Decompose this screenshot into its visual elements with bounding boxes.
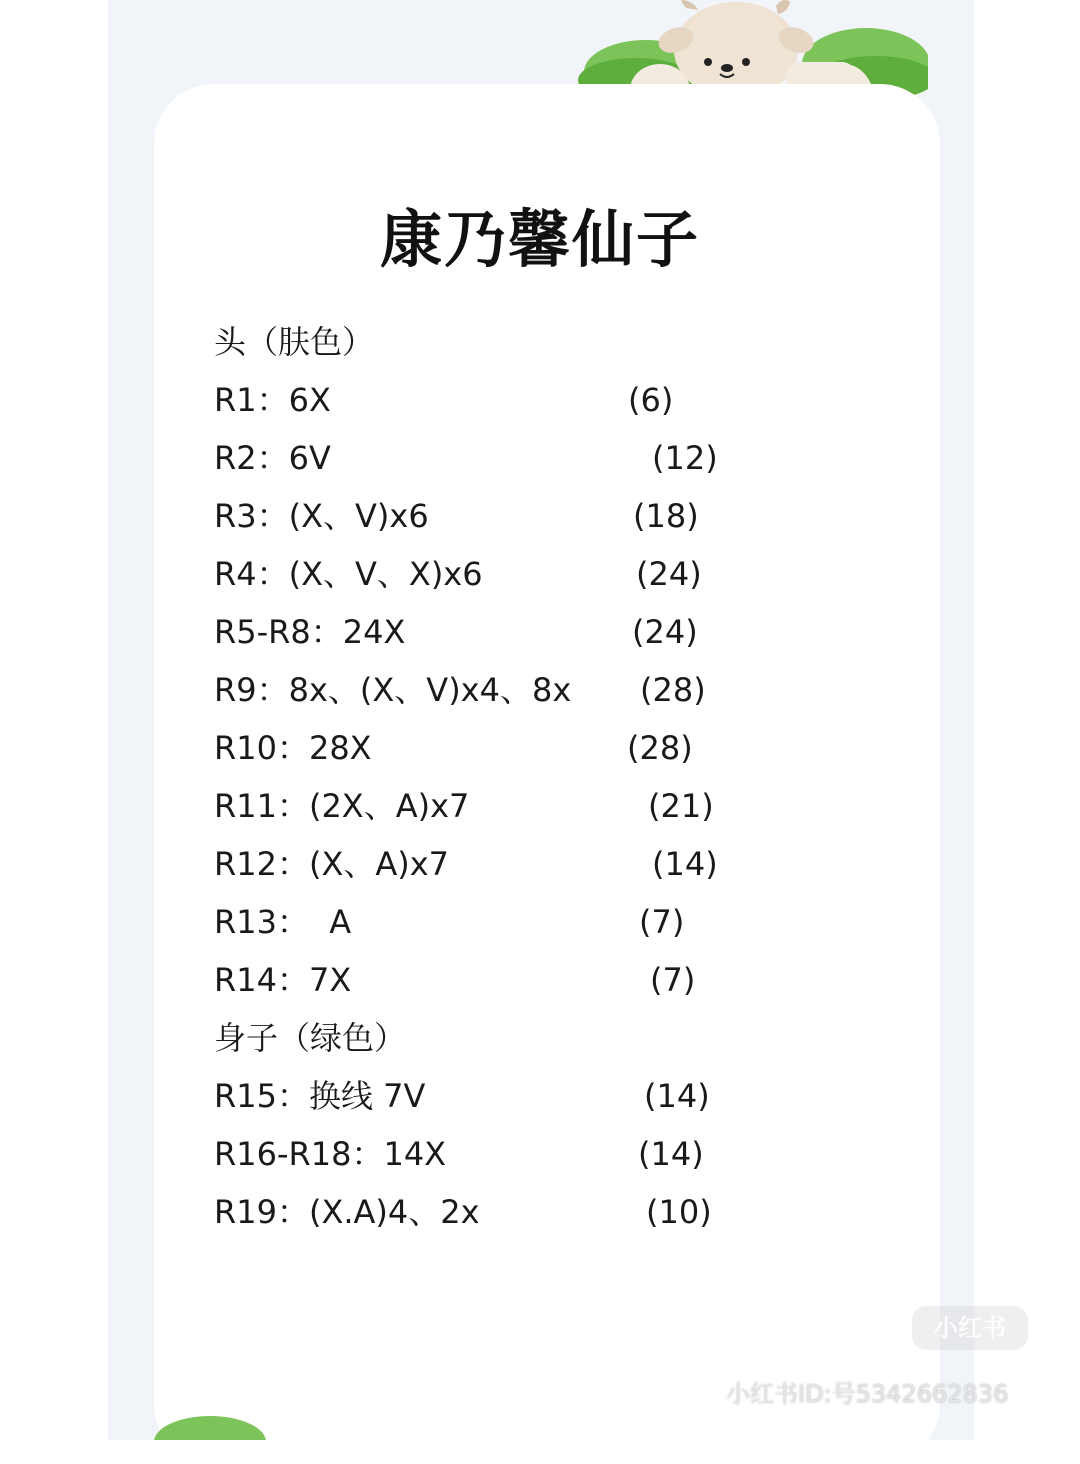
- row-count: (6): [628, 381, 674, 419]
- section-heading-head: 头（肤色）: [214, 323, 375, 361]
- row-label: R1：6X: [214, 381, 331, 419]
- row-label: R10：28X: [214, 729, 372, 767]
- row-count: (10): [646, 1193, 712, 1231]
- section-heading-body: 身子（绿色）: [214, 1019, 407, 1057]
- row-count: (28): [627, 729, 693, 767]
- row-label: R4：(X、V、X)x6: [214, 555, 483, 593]
- row-label: R5-R8：24X: [214, 613, 406, 651]
- row-label: R11：(2X、A)x7: [214, 787, 470, 825]
- row-count: (14): [652, 845, 718, 883]
- row-count: (7): [639, 903, 685, 941]
- row-count: (14): [644, 1077, 710, 1115]
- row-count: (24): [632, 613, 698, 651]
- row-label: R15：换线 7V: [214, 1077, 426, 1115]
- row-label: R2：6V: [214, 439, 331, 477]
- row-label: R16-R18：14X: [214, 1135, 447, 1173]
- watermark-id: 小红书ID:号5342662836: [726, 1380, 1009, 1408]
- row-count: (14): [638, 1135, 704, 1173]
- row-count: (21): [648, 787, 714, 825]
- row-label: R13： A: [214, 903, 352, 941]
- row-label: R19：(X.A)4、2x: [214, 1193, 480, 1231]
- row-count: (12): [652, 439, 718, 477]
- page-title: 康乃馨仙子: [379, 203, 700, 276]
- row-count: (18): [633, 497, 699, 535]
- row-label: R12：(X、A)x7: [214, 845, 450, 883]
- row-count: (7): [650, 961, 696, 999]
- row-label: R3：(X、V)x6: [214, 497, 429, 535]
- row-count: (24): [636, 555, 702, 593]
- row-count: (28): [640, 671, 706, 709]
- watermark-logo: 小红书: [912, 1306, 1028, 1350]
- row-label: R9：8x、(X、V)x4、8x: [214, 671, 572, 709]
- row-label: R14：7X: [214, 961, 352, 999]
